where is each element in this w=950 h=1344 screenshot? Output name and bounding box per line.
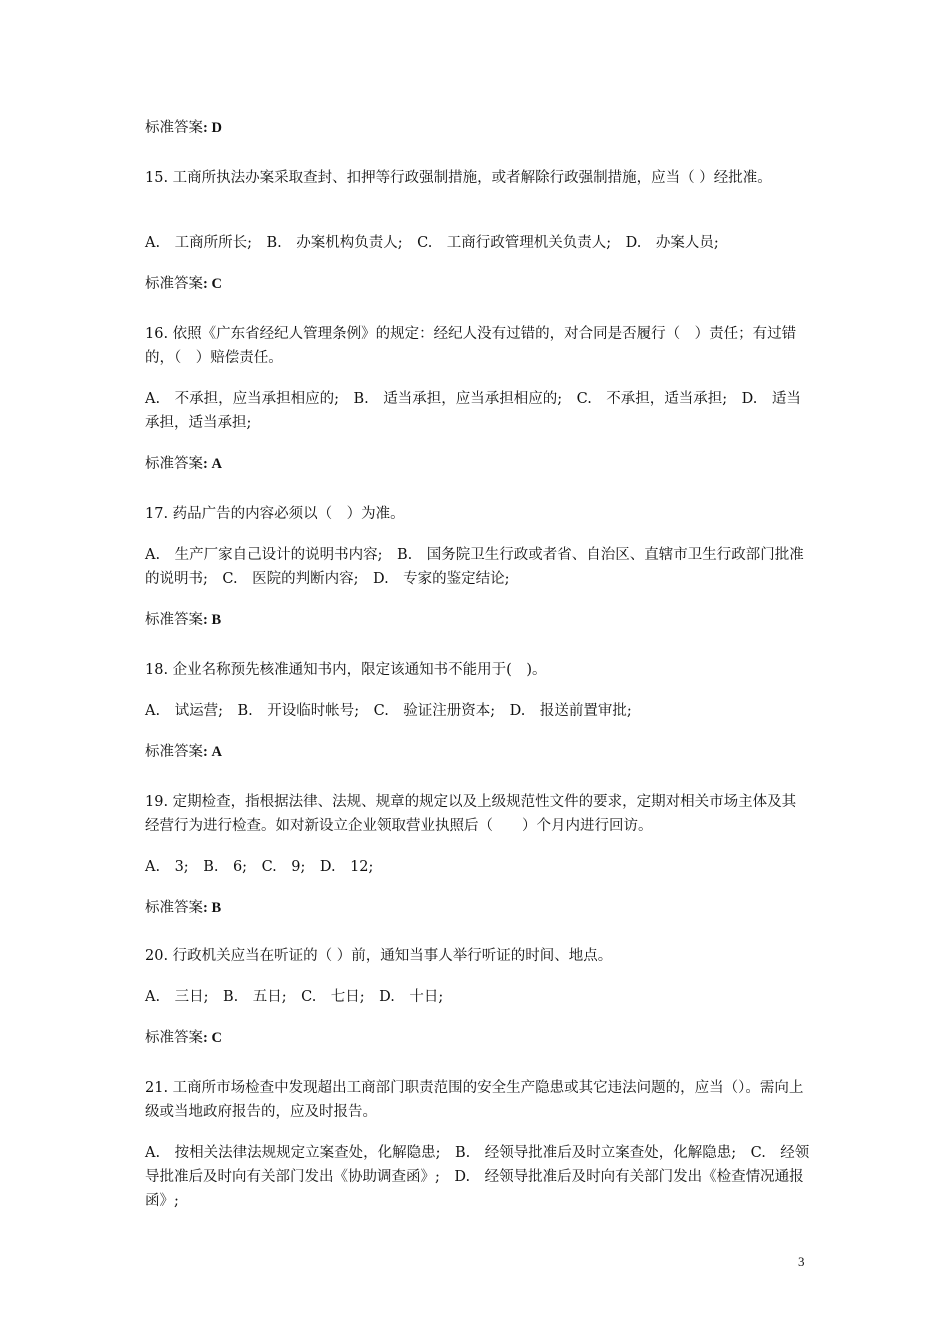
question-18: 18. 企业名称预先核准通知书内，限定该通知书不能用于( )。 <box>145 662 547 678</box>
options-21: A. 按相关法律法规规定立案查处，化解隐患; B. 经领导批准后及时立案查处，化解隐患; C. 经领导批准后及时向有关部门发出《协助调查函》; D. 经领导批准后及时向有关部门发出《检查情况通报函》; <box>145 1145 810 1209</box>
answer-value: D <box>211 120 222 136</box>
answer-15: 标准答案: C <box>145 276 222 292</box>
answer-value: C <box>211 1030 222 1046</box>
answer-value: C <box>211 276 222 292</box>
answer-label: 标准答案 <box>145 900 203 916</box>
options-17: A. 生产厂家自己设计的说明书内容; B. 国务院卫生行政或者省、自治区、直辖市卫生行政部门批准的说明书; C. 医院的判断内容; D. 专家的鉴定结论; <box>145 547 804 587</box>
answer-label: 标准答案 <box>145 276 203 292</box>
answer-label: 标准答案 <box>145 456 203 472</box>
answer-label: 标准答案 <box>145 120 203 136</box>
question-17: 17. 药品广告的内容必须以（ ）为准。 <box>145 506 405 522</box>
answer-value: B <box>211 612 222 628</box>
answer-19: 标准答案: B <box>145 900 222 916</box>
options-16: A. 不承担，应当承担相应的; B. 适当承担，应当承担相应的; C. 不承担，适当承担; D. 适当承担，适当承担; <box>145 391 801 431</box>
answer-value: A <box>211 456 222 472</box>
answer-20: 标准答案: C <box>145 1030 222 1046</box>
answer-label: 标准答案 <box>145 744 203 760</box>
answer-value: A <box>211 744 222 760</box>
options-18: A. 试运营; B. 开设临时帐号; C. 验证注册资本; D. 报送前置审批; <box>145 703 632 719</box>
question-21: 21. 工商所市场检查中发现超出工商部门职责范围的安全生产隐患或其它违法问题的，应当（）。需向上级或当地政府报告的，应及时报告。 <box>145 1080 804 1120</box>
answer-18: 标准答案: A <box>145 744 222 760</box>
page-number: 3 <box>798 1254 805 1269</box>
question-15: 15. 工商所执法办案采取查封、扣押等行政强制措施，或者解除行政强制措施，应当（ ）经批准。 <box>145 170 772 186</box>
answer-16: 标准答案: A <box>145 456 222 472</box>
answer-14: 标准答案: D <box>145 120 222 136</box>
options-15: A. 工商所所长; B. 办案机构负责人; C. 工商行政管理机关负责人; D. 办案人员; <box>145 235 719 251</box>
question-16: 16. 依照《广东省经纪人管理条例》的规定：经纪人没有过错的，对合同是否履行（ ）责任；有过错的，（ ）赔偿责任。 <box>145 326 797 366</box>
options-19: A. 3; B. 6; C. 9; D. 12; <box>145 859 374 875</box>
question-19: 19. 定期检查，指根据法律、法规、规章的规定以及上级规范性文件的要求，定期对相关市场主体及其经营行为进行检查。如对新设立企业领取营业执照后（ ）个月内进行回访。 <box>145 794 797 834</box>
answer-17: 标准答案: B <box>145 612 222 628</box>
answer-value: B <box>211 900 222 916</box>
answer-label: 标准答案 <box>145 1030 203 1046</box>
answer-label: 标准答案 <box>145 612 203 628</box>
options-20: A. 三日; B. 五日; C. 七日; D. 十日; <box>145 989 444 1005</box>
question-20: 20. 行政机关应当在听证的（ ）前，通知当事人举行听证的时间、地点。 <box>145 948 613 964</box>
